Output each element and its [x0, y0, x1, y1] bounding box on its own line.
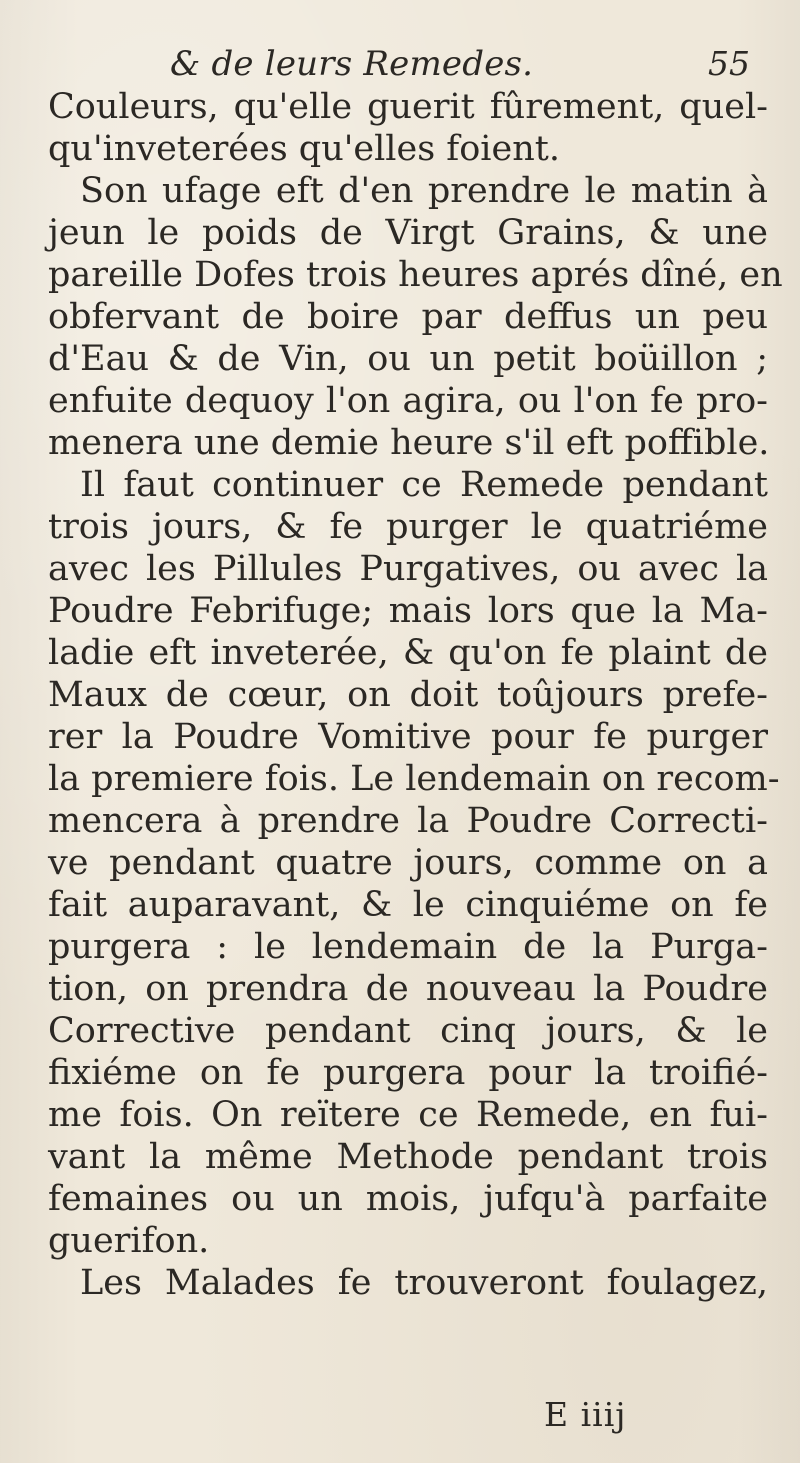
text-line: Il faut continuer ce Remede pendant	[80, 465, 768, 505]
text-line: Les Malades fe trouveront foulagez,	[80, 1263, 768, 1303]
text-line: obfervant de boire par deffus un peu	[48, 297, 768, 337]
text-line: guerifon.	[48, 1221, 210, 1261]
text-line: me fois. On reïtere ce Remede, en fui-	[48, 1095, 768, 1135]
text-line: jeun le poids de Virgt Grains, & une	[48, 213, 768, 253]
text-line: pareille Dofes trois heures aprés dîné, en	[48, 255, 783, 295]
text-line: tion, on prendra de nouveau la Poudre	[48, 969, 768, 1009]
text-line: ladie eft inveterée, & qu'on fe plaint de	[48, 633, 768, 673]
text-line: trois jours, & fe purger le quatriéme	[48, 507, 768, 547]
text-line: Corrective pendant cinq jours, & le	[48, 1011, 768, 1051]
page-number: 55	[708, 44, 750, 83]
text-line: Poudre Febrifuge; mais lors que la Ma-	[48, 591, 768, 631]
text-line: purgera : le lendemain de la Purga-	[48, 927, 768, 967]
page-header	[34, 44, 760, 88]
text-line: Couleurs, qu'elle guerit fûrement, quel-	[48, 87, 768, 127]
text-line: rer la Poudre Vomitive pour fe purger	[48, 717, 768, 757]
text-line: d'Eau & de Vin, ou un petit boüillon ;	[48, 339, 768, 379]
running-head: & de leurs Remedes.	[170, 44, 534, 84]
text-line: la premiere fois. Le lendemain on recom-	[48, 759, 780, 799]
text-line: fixiéme on fe purgera pour la troifié-	[48, 1053, 768, 1093]
text-line: Son ufage eft d'en prendre le matin à	[80, 171, 768, 211]
text-line: femaines ou un mois, jufqu'à parfaite	[48, 1179, 768, 1219]
text-line: mencera à prendre la Poudre Correcti-	[48, 801, 768, 841]
text-line: enfuite dequoy l'on agira, ou l'on fe pro-	[48, 381, 768, 421]
text-line: vant la même Methode pendant trois	[48, 1137, 768, 1177]
text-line: avec les Pillules Purgatives, ou avec la	[48, 549, 768, 589]
text-line: ve pendant quatre jours, comme on a	[48, 843, 768, 883]
signature-mark: E iiij	[544, 1395, 627, 1434]
text-line: qu'inveterées qu'elles foient.	[48, 129, 560, 169]
text-line: Maux de cœur, on doit toûjours prefe-	[48, 675, 768, 715]
text-line: fait auparavant, & le cinquiéme on fe	[48, 885, 768, 925]
text-line: menera une demie heure s'il eft poffible.	[48, 423, 770, 463]
body-text	[48, 86, 783, 1304]
